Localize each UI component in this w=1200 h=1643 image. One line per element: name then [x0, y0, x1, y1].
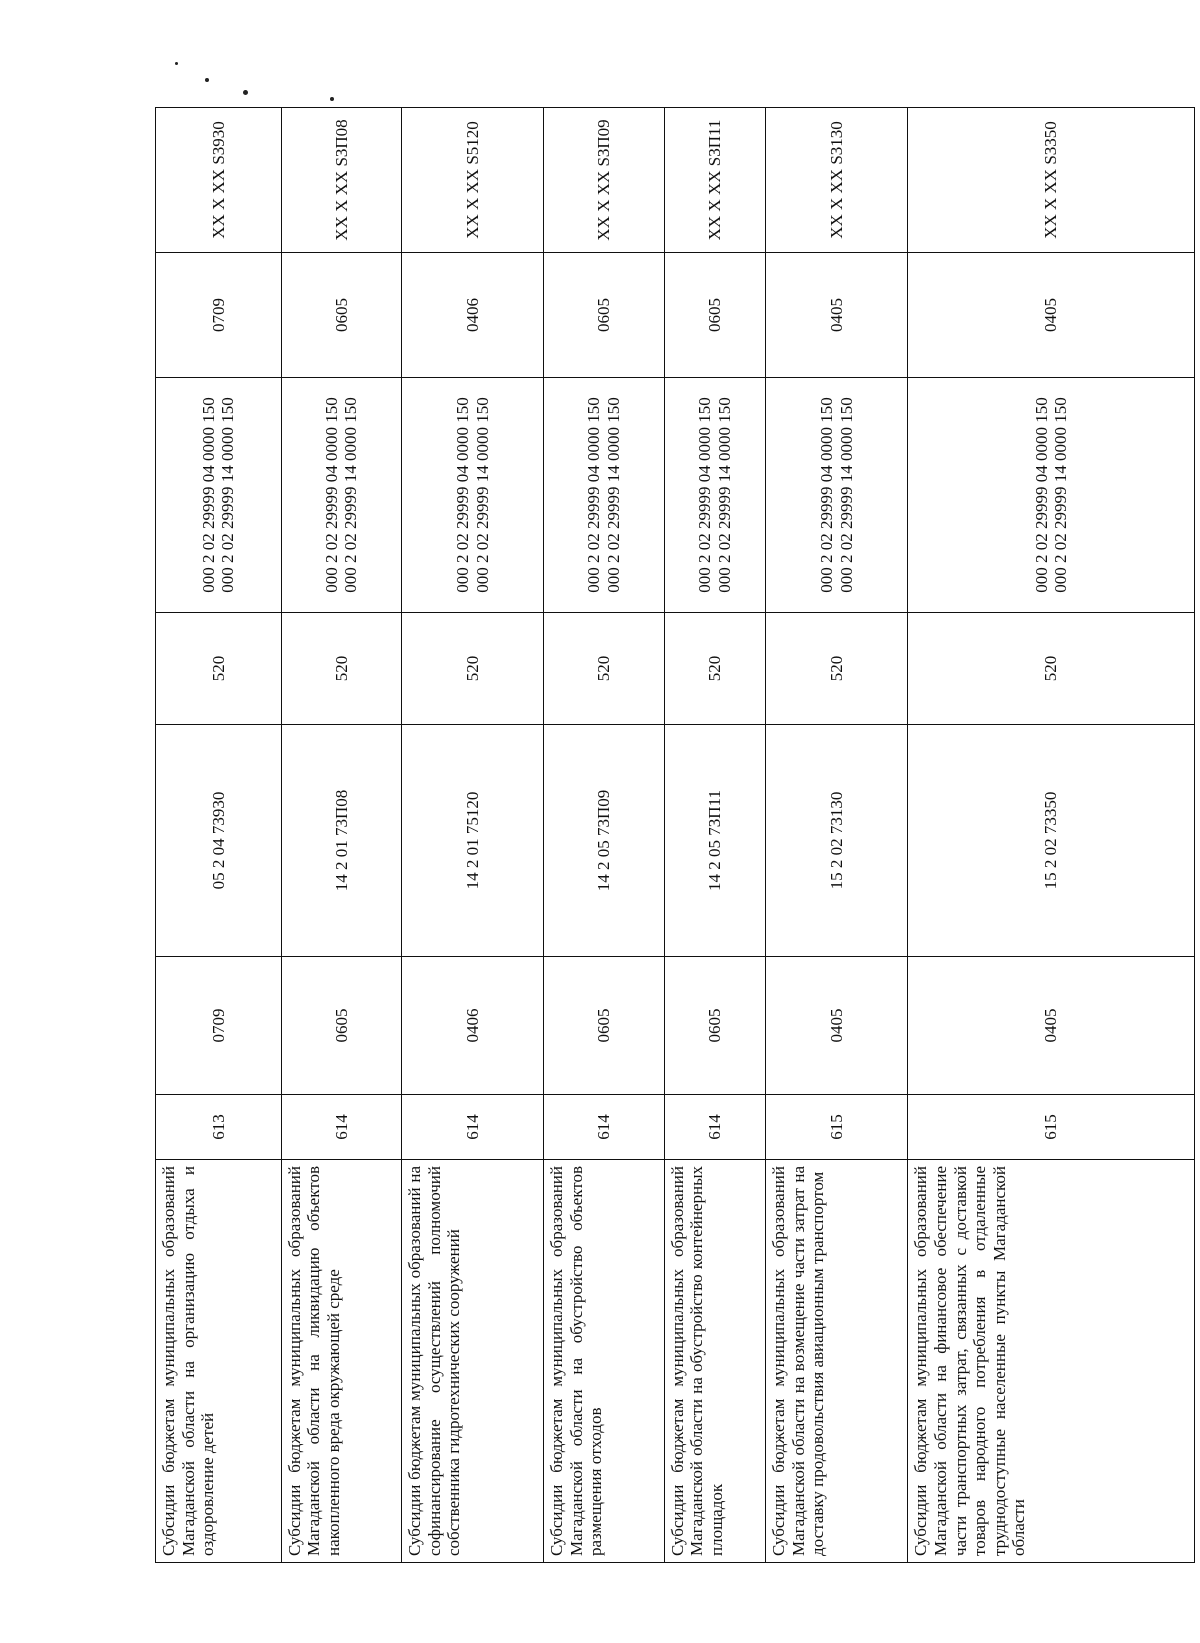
budget-codes-table	[155, 107, 1195, 1563]
local-target-code: XX X XX S3П11	[664, 108, 766, 253]
scan-speck	[175, 62, 178, 65]
target-article-code: 14 2 05 73П11	[664, 725, 766, 957]
subsidy-description: Субсидии бюджетам муниципальных образований Магаданской области на организацию отдыха и оздоровление детей	[156, 1160, 282, 1563]
income-code: 000 2 02 29999 04 0000 150 000 2 02 29999 14 0000 150	[664, 378, 766, 613]
expense-type-code: 520	[156, 613, 282, 725]
scan-speck	[243, 90, 248, 95]
table-row	[908, 108, 1195, 1563]
kvr-code: 614	[664, 1095, 766, 1160]
table-row	[766, 108, 908, 1563]
section-code-local: 0406	[402, 253, 544, 378]
section-code: 0709	[156, 957, 282, 1095]
target-article-code: 05 2 04 73930	[156, 725, 282, 957]
subsidy-description: Субсидии бюджетам муниципальных образований Магаданской области на обустройство контейнерных площадок	[664, 1160, 766, 1563]
expense-type-code: 520	[281, 613, 401, 725]
subsidy-description: Субсидии бюджетам муниципальных образований Магаданской области на ликвидацию объектов накопленного вреда окружающей среде	[281, 1160, 401, 1563]
scan-speck	[205, 78, 209, 82]
income-code: 000 2 02 29999 04 0000 150 000 2 02 29999 14 0000 150	[544, 378, 664, 613]
document-table-rotated	[155, 108, 1195, 1563]
section-code-local: 0605	[664, 253, 766, 378]
section-code: 0405	[908, 957, 1195, 1095]
kvr-code: 613	[156, 1095, 282, 1160]
income-code: 000 2 02 29999 04 0000 150 000 2 02 29999 14 0000 150	[156, 378, 282, 613]
section-code-local: 0709	[156, 253, 282, 378]
kvr-code: 615	[908, 1095, 1195, 1160]
subsidy-description: Субсидии бюджетам муниципальных образований на софинансирование осуществлений полномочий собственника гидротехнических сооружений	[402, 1160, 544, 1563]
target-article-code: 14 2 01 75120	[402, 725, 544, 957]
subsidy-description: Субсидии бюджетам муниципальных образований Магаданской области на обустройство объектов размещения отходов	[544, 1160, 664, 1563]
kvr-code: 614	[544, 1095, 664, 1160]
section-code-local: 0405	[908, 253, 1195, 378]
income-code: 000 2 02 29999 04 0000 150 000 2 02 29999 14 0000 150	[908, 378, 1195, 613]
subsidy-description: Субсидии бюджетам муниципальных образований Магаданской области на финансовое обеспечение части транспортных затрат, связанных с доставкой товаров народного потребления в отдаленные труднодоступные населенные пункты Магаданской области	[908, 1160, 1195, 1563]
table-row	[544, 108, 664, 1563]
expense-type-code: 520	[908, 613, 1195, 725]
local-target-code: XX X XX S3130	[766, 108, 908, 253]
income-code: 000 2 02 29999 04 0000 150 000 2 02 29999 14 0000 150	[402, 378, 544, 613]
kvr-code: 614	[281, 1095, 401, 1160]
scan-speck	[330, 97, 334, 101]
target-article-code: 15 2 02 73130	[766, 725, 908, 957]
expense-type-code: 520	[402, 613, 544, 725]
local-target-code: XX X XX S3П08	[281, 108, 401, 253]
table-row	[664, 108, 766, 1563]
target-article-code: 14 2 01 73П08	[281, 725, 401, 957]
table-row	[156, 108, 282, 1563]
local-target-code: XX X XX S3350	[908, 108, 1195, 253]
expense-type-code: 520	[544, 613, 664, 725]
section-code-local: 0605	[544, 253, 664, 378]
target-article-code: 14 2 05 73П09	[544, 725, 664, 957]
section-code-local: 0605	[281, 253, 401, 378]
target-article-code: 15 2 02 73350	[908, 725, 1195, 957]
subsidy-description: Субсидии бюджетам муниципальных образований Магаданской области на возмещение части затрат на доставку продовольствия авиационным транспортом	[766, 1160, 908, 1563]
section-code: 0406	[402, 957, 544, 1095]
kvr-code: 614	[402, 1095, 544, 1160]
section-code: 0605	[544, 957, 664, 1095]
expense-type-code: 520	[766, 613, 908, 725]
kvr-code: 615	[766, 1095, 908, 1160]
local-target-code: XX X XX S3930	[156, 108, 282, 253]
section-code-local: 0405	[766, 253, 908, 378]
expense-type-code: 520	[664, 613, 766, 725]
section-code: 0605	[281, 957, 401, 1095]
local-target-code: XX X XX S5120	[402, 108, 544, 253]
income-code: 000 2 02 29999 04 0000 150 000 2 02 29999 14 0000 150	[281, 378, 401, 613]
table-row	[281, 108, 401, 1563]
local-target-code: XX X XX S3П09	[544, 108, 664, 253]
income-code: 000 2 02 29999 04 0000 150 000 2 02 29999 14 0000 150	[766, 378, 908, 613]
table-row	[402, 108, 544, 1563]
section-code: 0405	[766, 957, 908, 1095]
section-code: 0605	[664, 957, 766, 1095]
